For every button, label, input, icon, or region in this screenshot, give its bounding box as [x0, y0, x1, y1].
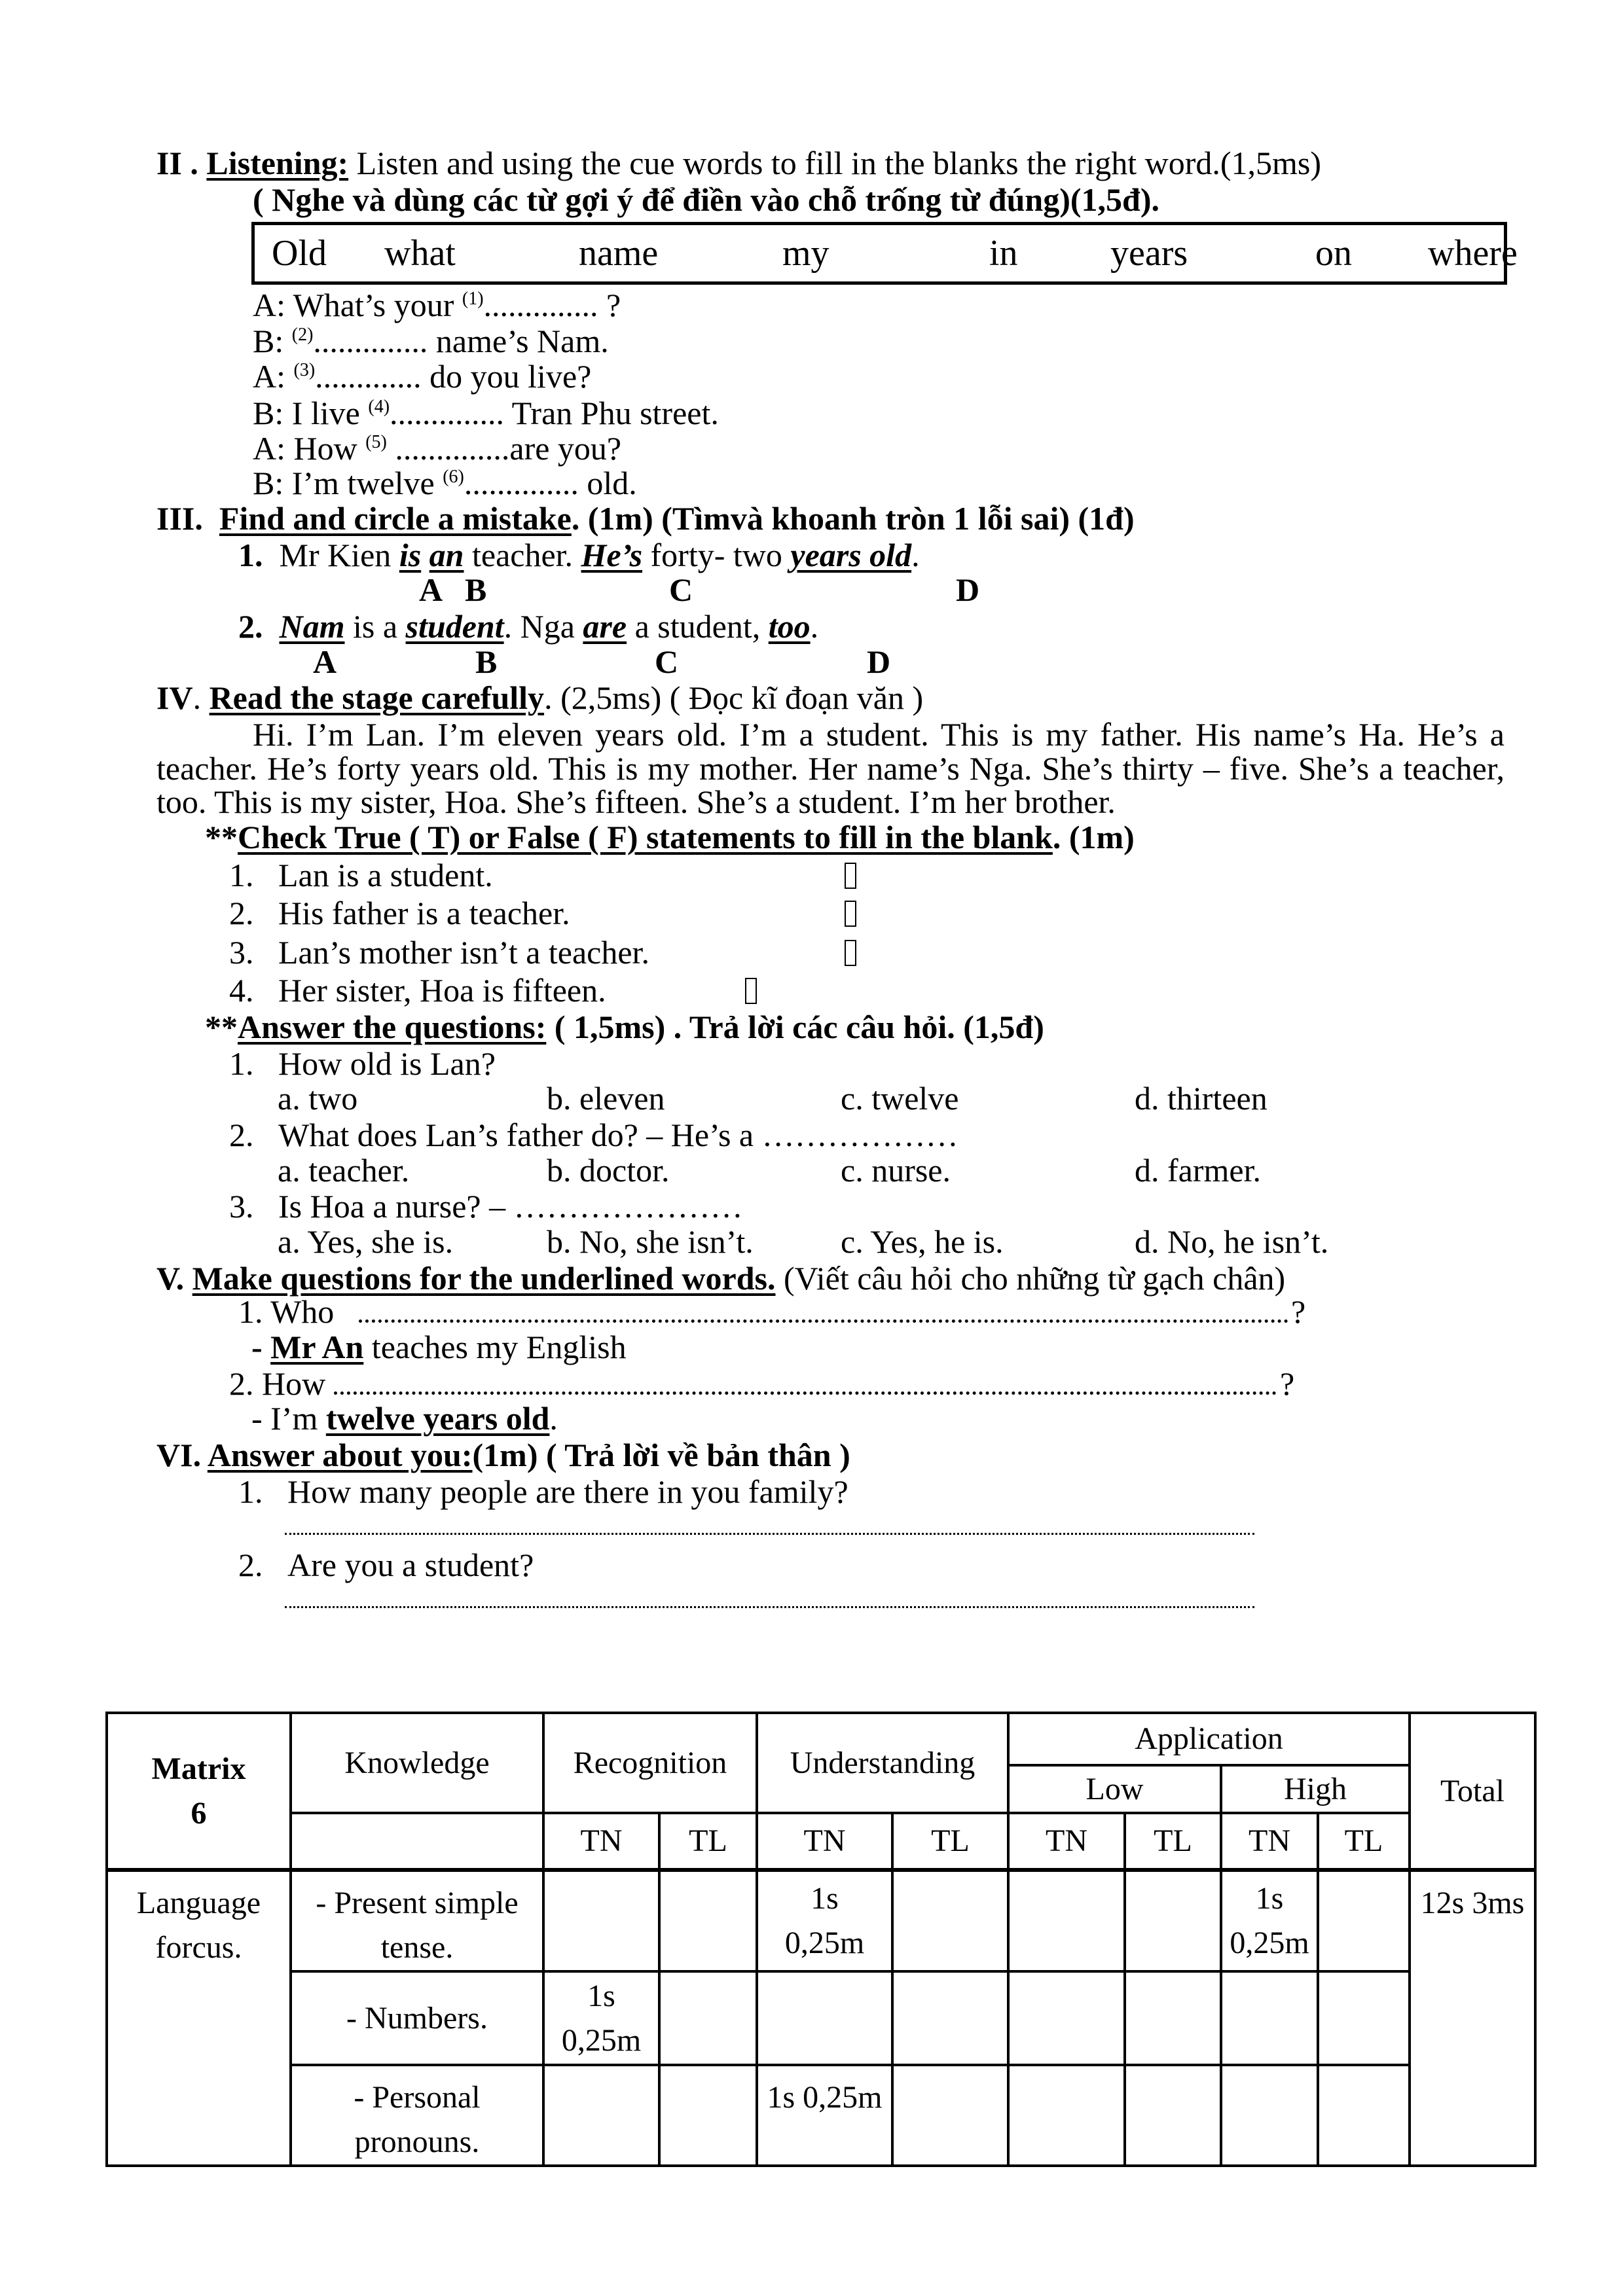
- question-text: Is Hoa a nurse? – …………………: [278, 1188, 743, 1225]
- mistake-question-2: [238, 607, 818, 645]
- header-tl: TL: [1318, 1813, 1410, 1870]
- answer-given: [251, 1399, 558, 1437]
- matrix-cell: [892, 2065, 1008, 2166]
- matrix-cell: [659, 1870, 757, 1971]
- question-number: 2.: [229, 1117, 254, 1153]
- matrix-cell: 1s 0,25m: [757, 1870, 892, 1971]
- section-title: Find and circle a mistake: [219, 500, 572, 537]
- statement: [229, 894, 884, 932]
- answer-checkbox[interactable]: [845, 901, 856, 927]
- text: a student,: [627, 608, 769, 645]
- section-number: VI.: [156, 1437, 202, 1473]
- section-5-heading: [156, 1259, 1285, 1297]
- question-prompt: 2. How: [229, 1365, 326, 1402]
- question-text: How many people are there in you family?: [287, 1473, 848, 1510]
- underlined-words: Mr An: [270, 1329, 364, 1365]
- question-prompt: 1. Who: [238, 1293, 335, 1330]
- underlined-words: twelve years old: [325, 1400, 550, 1437]
- dialog-line: [253, 394, 719, 432]
- section-4-heading: IV. Read the stage carefully. (2,5ms) ( Đọc kĩ đoạn văn ): [156, 679, 924, 716]
- question-number: 2.: [238, 1547, 263, 1583]
- word: name: [579, 233, 659, 274]
- row-group-label: Language forcus.: [107, 1870, 291, 2166]
- option-letter: A: [313, 643, 337, 680]
- reading-paragraph-line: teacher. He’s forty years old. This is my mother. Her name’s Nga. She’s thirty – five. She’s a teacher,: [156, 750, 1504, 787]
- answer-questions-heading: [205, 1008, 1044, 1046]
- matrix-cell: [1008, 1870, 1125, 1971]
- statement-text: Her sister, Hoa is fifteen.: [278, 972, 606, 1009]
- question: [238, 1546, 534, 1584]
- question: [238, 1473, 848, 1511]
- dialog-text: A: How: [253, 430, 366, 467]
- header-tl: TL: [892, 1813, 1008, 1870]
- text: forty- two: [642, 537, 791, 573]
- word: years: [1110, 233, 1188, 274]
- reading-paragraph-line: Hi. I’m Lan. I’m eleven years old. I’m a student. This is my father. His name’s Ha. He’s a: [253, 716, 1504, 753]
- header-knowledge: Knowledge: [291, 1713, 543, 1813]
- answer-line[interactable]: [285, 1533, 1254, 1535]
- text: .: [810, 608, 819, 645]
- dialog-text: B:: [253, 323, 292, 359]
- word-box: [251, 222, 1518, 285]
- header-high: High: [1221, 1765, 1410, 1813]
- matrix-title: Matrix: [151, 1751, 246, 1786]
- section-number: II .: [156, 145, 198, 181]
- matrix-cell: [757, 1971, 892, 2065]
- matrix-cell: [1125, 2065, 1221, 2166]
- dialog-line: [253, 429, 621, 467]
- empty-cell: [291, 1813, 543, 1870]
- dialog-text: .............. old.: [464, 465, 637, 501]
- dialog-line: [253, 286, 621, 324]
- question: [229, 1045, 496, 1083]
- dialog-text: .............. ?: [483, 287, 621, 323]
- topic-cell: - Numbers.: [291, 1971, 543, 2065]
- matrix-cell: [1221, 2065, 1318, 2166]
- matrix-cell: [543, 2065, 659, 2166]
- option-letter: B: [465, 571, 487, 608]
- answer-given: [251, 1328, 627, 1366]
- section-title: Answer about you:: [207, 1437, 473, 1473]
- matrix-cell: [1318, 1971, 1410, 2065]
- word: what: [384, 233, 456, 274]
- answer-option[interactable]: a. Yes, she is.: [278, 1223, 454, 1260]
- header-row: [107, 1713, 1535, 1765]
- option-b-word: an: [429, 537, 464, 573]
- dialog-text: B: I’m twelve: [253, 465, 443, 501]
- answer-line[interactable]: [334, 1391, 1277, 1395]
- text: teacher.: [464, 537, 581, 573]
- answer-option[interactable]: b. No, she isn’t.: [547, 1223, 754, 1260]
- question-text: What does Lan’s father do? – He’s a ………………: [278, 1117, 958, 1153]
- section-number: V.: [156, 1260, 185, 1297]
- matrix-cell: 1s 0,25m: [543, 1971, 659, 2065]
- section-2-vn-instruction: ( Nghe và dùng các từ gợi ý để điền vào chỗ trống từ đúng)(1,5đ).: [253, 181, 1159, 218]
- matrix-cell: [892, 1870, 1008, 1971]
- header-low: Low: [1008, 1765, 1221, 1813]
- statement-number: 1.: [229, 857, 254, 893]
- matrix-table: [105, 1712, 1537, 2167]
- statement-number: 4.: [229, 972, 254, 1009]
- reading-paragraph-line: too. This is my sister, Hoa. She’s fifteen. She’s a student. I’m her brother.: [156, 783, 1116, 820]
- statement-number: 2.: [229, 895, 254, 931]
- dialog-text: A:: [253, 358, 294, 395]
- section-instruction: (1m) ( Trả lời về bản thân ): [472, 1437, 850, 1473]
- question-text: Are you a student?: [287, 1547, 534, 1583]
- answer-line[interactable]: [285, 1606, 1254, 1608]
- answer-option[interactable]: c. twelve: [841, 1080, 959, 1117]
- blank-number: (1): [462, 289, 484, 309]
- statement: [229, 933, 884, 971]
- answer-checkbox[interactable]: [745, 978, 757, 1004]
- section-instruction: Listen and using the cue words to fill in the blanks the right word.(1,5ms): [348, 145, 1321, 181]
- text: ( 1,5ms) . Trả lời các câu hỏi. (1,5đ): [546, 1009, 1044, 1045]
- section-instruction: . (1m) (Tìmvà khoanh tròn 1 lỗi sai) (1đ): [571, 500, 1135, 537]
- topic-cell: - Present simple tense.: [291, 1870, 543, 1971]
- matrix-cell: [1318, 1870, 1410, 1971]
- word: where: [1428, 233, 1518, 274]
- answer-option[interactable]: d. farmer.: [1135, 1152, 1261, 1189]
- question: [229, 1187, 743, 1225]
- matrix-title-cell: [107, 1713, 291, 1870]
- question-number: 3.: [229, 1188, 254, 1225]
- section-3-heading: [156, 499, 1135, 537]
- blank-number: (6): [443, 467, 464, 487]
- table-row: [107, 1971, 1535, 2065]
- section-number: III.: [156, 500, 203, 537]
- answer-option[interactable]: c. Yes, he is.: [841, 1223, 1004, 1260]
- option-d-word: too: [768, 608, 811, 645]
- matrix-cell: 1s 0,25m: [757, 2065, 892, 2166]
- table-row: [107, 2065, 1535, 2166]
- dialog-line: [253, 357, 591, 395]
- topic-cell: - Personal pronouns.: [291, 2065, 543, 2166]
- true-false-heading: [205, 818, 1135, 856]
- answer-option[interactable]: d. No, he isn’t.: [1135, 1223, 1329, 1260]
- section-title: Listening:: [206, 145, 349, 181]
- dialog-text: ..............are you?: [386, 430, 622, 467]
- word: on: [1315, 233, 1352, 274]
- header-tn: TN: [543, 1813, 659, 1870]
- section-title: Check True ( T) or False ( F) statements to fill in the blank: [238, 819, 1053, 855]
- text: **: [205, 1009, 238, 1045]
- header-row: [107, 1813, 1535, 1870]
- answer-option[interactable]: a. teacher.: [278, 1152, 410, 1189]
- header-recognition: Recognition: [543, 1713, 757, 1813]
- table-row: [107, 1870, 1535, 1971]
- blank-number: (2): [291, 325, 314, 345]
- answer-option[interactable]: c. nurse.: [841, 1152, 951, 1189]
- answer-option[interactable]: b. doctor.: [547, 1152, 670, 1189]
- matrix-cell: [892, 1971, 1008, 2065]
- question-number: 1.: [238, 1473, 263, 1510]
- question-mark: ?: [1291, 1293, 1306, 1330]
- mistake-question-1: [238, 536, 920, 574]
- option-letter: D: [867, 643, 891, 680]
- question-text: How old is Lan?: [278, 1045, 496, 1082]
- dialog-text: .............. name’s Nam.: [313, 323, 609, 359]
- answer-line[interactable]: [359, 1319, 1288, 1323]
- question: [229, 1116, 958, 1154]
- blank-number: (3): [293, 360, 316, 380]
- text: **: [205, 819, 238, 855]
- dialog-line: [253, 464, 637, 502]
- answer-checkbox[interactable]: [845, 940, 856, 966]
- option-b-word: student: [405, 608, 504, 645]
- statement-text: Lan is a student.: [278, 857, 493, 893]
- header-total: Total: [1410, 1713, 1535, 1870]
- statement-text: Lan’s mother isn’t a teacher.: [278, 934, 649, 971]
- header-tn: TN: [1008, 1813, 1125, 1870]
- header-tn: TN: [757, 1813, 892, 1870]
- section-6-heading: [156, 1436, 850, 1474]
- section-title: Answer the questions:: [238, 1009, 547, 1045]
- option-c-word: are: [583, 608, 627, 645]
- text: [421, 537, 429, 573]
- answer-checkbox[interactable]: [845, 863, 856, 889]
- dialog-text: A: What’s your: [253, 287, 462, 323]
- matrix-cell: [543, 1870, 659, 1971]
- blank-number: (4): [368, 397, 390, 417]
- option-c-word: He’s: [581, 537, 643, 573]
- matrix-cell: [659, 2065, 757, 2166]
- option-d-word: years old: [790, 537, 912, 573]
- section-title: Read the stage carefully: [209, 679, 545, 716]
- text: is a: [344, 608, 406, 645]
- question-number: 1.: [229, 1045, 254, 1082]
- section-2-heading: [156, 144, 1321, 182]
- text: .: [549, 1400, 558, 1437]
- header-understanding: Understanding: [757, 1713, 1008, 1813]
- section-instruction: (Viết câu hỏi cho những từ gạch chân): [775, 1260, 1286, 1297]
- text: teaches my English: [363, 1329, 627, 1365]
- header-tl: TL: [659, 1813, 757, 1870]
- word: Old: [272, 233, 327, 274]
- answer-option[interactable]: b. eleven: [547, 1080, 665, 1117]
- section-title: Make questions for the underlined words.: [192, 1260, 776, 1297]
- header-tl: TL: [1125, 1813, 1221, 1870]
- answer-option[interactable]: a. two: [278, 1080, 358, 1117]
- dialog-text: .............. Tran Phu street.: [390, 395, 719, 431]
- text: Mr Kien: [279, 537, 399, 573]
- matrix-number: 6: [191, 1795, 207, 1831]
- matrix-cell: [1221, 1971, 1318, 2065]
- option-letter: D: [956, 571, 980, 608]
- dialog-line: [253, 322, 609, 360]
- text: . (1m): [1052, 819, 1135, 855]
- word: my: [782, 233, 830, 274]
- dialog-text: B: I live: [253, 395, 369, 431]
- word: in: [989, 233, 1018, 274]
- matrix-cell: [1125, 1971, 1221, 2065]
- header-application: Application: [1008, 1713, 1410, 1765]
- option-letter: A: [419, 571, 443, 608]
- text: .: [911, 537, 920, 573]
- question-number: 1.: [238, 537, 263, 573]
- matrix-cell: [1008, 2065, 1125, 2166]
- option-letter: C: [655, 643, 679, 680]
- dialog-text: ............. do you live?: [315, 358, 592, 395]
- statement-number: 3.: [229, 934, 254, 971]
- matrix-cell: 1s 0,25m: [1221, 1870, 1318, 1971]
- question-mark: ?: [1280, 1365, 1295, 1402]
- option-letter: B: [475, 643, 498, 680]
- matrix-cell: [1008, 1971, 1125, 2065]
- question-number: 2.: [238, 608, 263, 645]
- answer-option[interactable]: d. thirteen: [1135, 1080, 1267, 1117]
- total-cell: 12s 3ms: [1410, 1870, 1535, 2166]
- statement: [229, 971, 884, 1009]
- matrix-cell: [659, 1971, 757, 2065]
- blank-number: (5): [365, 432, 387, 452]
- option-letter: C: [669, 571, 693, 608]
- option-a-word: Nam: [279, 608, 345, 645]
- statement: [229, 856, 884, 894]
- section-instruction: . (2,5ms) ( Đọc kĩ đoạn văn ): [544, 679, 924, 716]
- matrix-cell: [1318, 2065, 1410, 2166]
- section-number: IV: [156, 679, 193, 716]
- statement-text: His father is a teacher.: [278, 895, 570, 931]
- text: - I’m: [251, 1400, 326, 1437]
- option-a-word: is: [399, 537, 422, 573]
- text: . Nga: [503, 608, 583, 645]
- matrix-cell: [1125, 1870, 1221, 1971]
- header-tn: TN: [1221, 1813, 1318, 1870]
- text: -: [251, 1329, 271, 1365]
